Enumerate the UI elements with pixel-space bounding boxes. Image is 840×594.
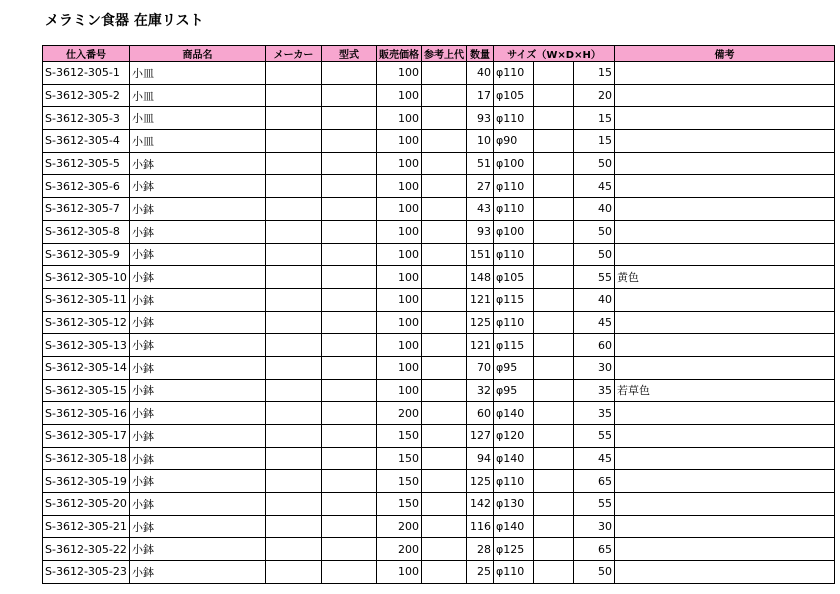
cell-size-depth[interactable]	[534, 288, 574, 311]
cell-code[interactable]: S-3612-305-6	[43, 175, 130, 198]
cell-code[interactable]: S-3612-305-4	[43, 130, 130, 153]
cell-note[interactable]	[615, 447, 835, 470]
cell-qty[interactable]: 93	[467, 107, 494, 130]
cell-note[interactable]	[615, 130, 835, 153]
cell-size-diameter[interactable]: φ130	[494, 493, 534, 516]
cell-size-height[interactable]: 65	[574, 538, 615, 561]
table-row[interactable]	[43, 334, 835, 357]
cell-ref-price[interactable]	[422, 515, 467, 538]
cell-code[interactable]: S-3612-305-14	[43, 356, 130, 379]
cell-note[interactable]	[615, 152, 835, 175]
cell-size-height[interactable]: 45	[574, 447, 615, 470]
cell-size-diameter[interactable]: φ100	[494, 152, 534, 175]
cell-price[interactable]: 150	[377, 447, 422, 470]
cell-size-depth[interactable]	[534, 493, 574, 516]
cell-size-diameter[interactable]: φ110	[494, 311, 534, 334]
cell-price[interactable]: 100	[377, 130, 422, 153]
cell-size-height[interactable]: 50	[574, 243, 615, 266]
cell-size-depth[interactable]	[534, 356, 574, 379]
table-row[interactable]	[43, 402, 835, 425]
cell-size-height[interactable]: 50	[574, 152, 615, 175]
cell-qty[interactable]: 116	[467, 515, 494, 538]
cell-ref-price[interactable]	[422, 220, 467, 243]
cell-qty[interactable]: 40	[467, 62, 494, 85]
table-row[interactable]	[43, 62, 835, 85]
cell-model[interactable]	[322, 515, 377, 538]
cell-note[interactable]	[615, 288, 835, 311]
cell-size-height[interactable]: 40	[574, 198, 615, 221]
cell-qty[interactable]: 17	[467, 84, 494, 107]
cell-ref-price[interactable]	[422, 379, 467, 402]
cell-size-depth[interactable]	[534, 198, 574, 221]
cell-ref-price[interactable]	[422, 356, 467, 379]
cell-price[interactable]: 100	[377, 107, 422, 130]
cell-price[interactable]: 100	[377, 243, 422, 266]
cell-size-diameter[interactable]: φ110	[494, 198, 534, 221]
cell-ref-price[interactable]	[422, 288, 467, 311]
cell-size-depth[interactable]	[534, 311, 574, 334]
cell-ref-price[interactable]	[422, 62, 467, 85]
cell-model[interactable]	[322, 198, 377, 221]
cell-code[interactable]: S-3612-305-7	[43, 198, 130, 221]
cell-maker[interactable]	[266, 288, 322, 311]
cell-maker[interactable]	[266, 220, 322, 243]
cell-code[interactable]: S-3612-305-15	[43, 379, 130, 402]
cell-note[interactable]	[615, 220, 835, 243]
cell-size-height[interactable]: 15	[574, 62, 615, 85]
cell-size-depth[interactable]	[534, 107, 574, 130]
col-header-code[interactable]: 仕入番号	[43, 46, 130, 62]
cell-maker[interactable]	[266, 311, 322, 334]
cell-qty[interactable]: 70	[467, 356, 494, 379]
cell-maker[interactable]	[266, 356, 322, 379]
cell-size-height[interactable]: 20	[574, 84, 615, 107]
cell-model[interactable]	[322, 107, 377, 130]
cell-qty[interactable]: 43	[467, 198, 494, 221]
cell-maker[interactable]	[266, 152, 322, 175]
cell-name[interactable]: 小鉢	[130, 198, 266, 221]
cell-qty[interactable]: 151	[467, 243, 494, 266]
cell-size-depth[interactable]	[534, 220, 574, 243]
cell-ref-price[interactable]	[422, 538, 467, 561]
cell-note[interactable]	[615, 84, 835, 107]
cell-price[interactable]: 100	[377, 311, 422, 334]
cell-name[interactable]: 小鉢	[130, 447, 266, 470]
cell-size-depth[interactable]	[534, 515, 574, 538]
cell-price[interactable]: 100	[377, 288, 422, 311]
cell-code[interactable]: S-3612-305-22	[43, 538, 130, 561]
table-row[interactable]	[43, 379, 835, 402]
cell-maker[interactable]	[266, 334, 322, 357]
cell-price[interactable]: 100	[377, 266, 422, 289]
cell-size-diameter[interactable]: φ100	[494, 220, 534, 243]
page-title: メラミン食器 在庫リスト	[45, 13, 204, 29]
cell-qty[interactable]: 94	[467, 447, 494, 470]
cell-size-depth[interactable]	[534, 470, 574, 493]
cell-size-depth[interactable]	[534, 266, 574, 289]
table-row[interactable]	[43, 493, 835, 516]
cell-name[interactable]: 小鉢	[130, 425, 266, 448]
cell-size-diameter[interactable]: φ105	[494, 266, 534, 289]
cell-code[interactable]: S-3612-305-19	[43, 470, 130, 493]
cell-model[interactable]	[322, 84, 377, 107]
cell-size-diameter[interactable]: φ115	[494, 288, 534, 311]
table-row[interactable]	[43, 538, 835, 561]
cell-model[interactable]	[322, 130, 377, 153]
cell-qty[interactable]: 127	[467, 425, 494, 448]
table-row[interactable]	[43, 175, 835, 198]
cell-size-height[interactable]: 45	[574, 311, 615, 334]
cell-maker[interactable]	[266, 379, 322, 402]
cell-qty[interactable]: 51	[467, 152, 494, 175]
table-row[interactable]	[43, 515, 835, 538]
cell-size-depth[interactable]	[534, 538, 574, 561]
cell-size-height[interactable]: 35	[574, 402, 615, 425]
cell-note[interactable]	[615, 107, 835, 130]
table-row[interactable]	[43, 447, 835, 470]
cell-size-diameter[interactable]: φ95	[494, 379, 534, 402]
cell-code[interactable]: S-3612-305-21	[43, 515, 130, 538]
cell-model[interactable]	[322, 288, 377, 311]
table-row[interactable]	[43, 198, 835, 221]
col-header-size[interactable]: サイズ（W×D×H）	[494, 46, 615, 62]
cell-note[interactable]	[615, 311, 835, 334]
cell-price[interactable]: 150	[377, 493, 422, 516]
cell-size-diameter[interactable]: φ125	[494, 538, 534, 561]
table-row[interactable]	[43, 152, 835, 175]
cell-ref-price[interactable]	[422, 198, 467, 221]
cell-maker[interactable]	[266, 198, 322, 221]
cell-code[interactable]: S-3612-305-11	[43, 288, 130, 311]
col-header-name[interactable]: 商品名	[130, 46, 266, 62]
cell-model[interactable]	[322, 447, 377, 470]
cell-price[interactable]: 100	[377, 379, 422, 402]
cell-maker[interactable]	[266, 425, 322, 448]
cell-size-depth[interactable]	[534, 334, 574, 357]
cell-ref-price[interactable]	[422, 243, 467, 266]
cell-model[interactable]	[322, 220, 377, 243]
table-body	[43, 62, 835, 584]
cell-qty[interactable]: 93	[467, 220, 494, 243]
cell-size-height[interactable]: 55	[574, 266, 615, 289]
col-header-model[interactable]: 型式	[322, 46, 377, 62]
cell-price[interactable]: 100	[377, 84, 422, 107]
cell-ref-price[interactable]	[422, 402, 467, 425]
cell-model[interactable]	[322, 311, 377, 334]
cell-qty[interactable]: 125	[467, 311, 494, 334]
cell-name[interactable]: 小鉢	[130, 175, 266, 198]
cell-maker[interactable]	[266, 62, 322, 85]
cell-size-height[interactable]: 45	[574, 175, 615, 198]
cell-size-diameter[interactable]: φ110	[494, 470, 534, 493]
cell-model[interactable]	[322, 334, 377, 357]
cell-maker[interactable]	[266, 175, 322, 198]
cell-size-diameter[interactable]: φ90	[494, 130, 534, 153]
cell-note[interactable]	[615, 515, 835, 538]
cell-maker[interactable]	[266, 243, 322, 266]
cell-price[interactable]: 100	[377, 220, 422, 243]
cell-size-depth[interactable]	[534, 152, 574, 175]
cell-size-depth[interactable]	[534, 447, 574, 470]
cell-model[interactable]	[322, 561, 377, 584]
cell-note[interactable]	[615, 470, 835, 493]
cell-note[interactable]: 黄色	[615, 266, 835, 289]
cell-name[interactable]: 小鉢	[130, 152, 266, 175]
table-row[interactable]	[43, 288, 835, 311]
cell-qty[interactable]: 32	[467, 379, 494, 402]
cell-price[interactable]: 100	[377, 198, 422, 221]
cell-note[interactable]	[615, 198, 835, 221]
cell-model[interactable]	[322, 356, 377, 379]
cell-name[interactable]: 小鉢	[130, 515, 266, 538]
cell-size-height[interactable]: 55	[574, 493, 615, 516]
cell-note[interactable]	[615, 334, 835, 357]
cell-name[interactable]: 小鉢	[130, 243, 266, 266]
cell-size-height[interactable]: 15	[574, 130, 615, 153]
cell-name[interactable]: 小鉢	[130, 561, 266, 584]
cell-ref-price[interactable]	[422, 334, 467, 357]
cell-size-diameter[interactable]: φ120	[494, 425, 534, 448]
cell-name[interactable]: 小鉢	[130, 356, 266, 379]
cell-code[interactable]: S-3612-305-17	[43, 425, 130, 448]
cell-price[interactable]: 100	[377, 175, 422, 198]
cell-model[interactable]	[322, 425, 377, 448]
cell-price[interactable]: 100	[377, 356, 422, 379]
cell-maker[interactable]	[266, 107, 322, 130]
cell-maker[interactable]	[266, 266, 322, 289]
cell-size-depth[interactable]	[534, 175, 574, 198]
cell-model[interactable]	[322, 266, 377, 289]
cell-ref-price[interactable]	[422, 84, 467, 107]
cell-qty[interactable]: 142	[467, 493, 494, 516]
cell-size-diameter[interactable]: φ95	[494, 356, 534, 379]
col-header-note[interactable]: 備考	[615, 46, 835, 62]
cell-maker[interactable]	[266, 493, 322, 516]
cell-name[interactable]: 小鉢	[130, 266, 266, 289]
cell-size-depth[interactable]	[534, 84, 574, 107]
cell-qty[interactable]: 121	[467, 334, 494, 357]
cell-maker[interactable]	[266, 470, 322, 493]
cell-code[interactable]: S-3612-305-8	[43, 220, 130, 243]
cell-price[interactable]: 100	[377, 152, 422, 175]
cell-size-diameter[interactable]: φ110	[494, 243, 534, 266]
cell-model[interactable]	[322, 402, 377, 425]
cell-code[interactable]: S-3612-305-23	[43, 561, 130, 584]
cell-ref-price[interactable]	[422, 425, 467, 448]
cell-size-diameter[interactable]: φ110	[494, 107, 534, 130]
cell-model[interactable]	[322, 152, 377, 175]
cell-model[interactable]	[322, 175, 377, 198]
table-row[interactable]	[43, 425, 835, 448]
cell-qty[interactable]: 125	[467, 470, 494, 493]
cell-qty[interactable]: 27	[467, 175, 494, 198]
cell-size-diameter[interactable]: φ105	[494, 84, 534, 107]
cell-name[interactable]: 小鉢	[130, 493, 266, 516]
cell-qty[interactable]: 10	[467, 130, 494, 153]
table-row[interactable]	[43, 130, 835, 153]
inventory-table	[42, 45, 835, 584]
cell-code[interactable]: S-3612-305-3	[43, 107, 130, 130]
cell-note[interactable]	[615, 356, 835, 379]
cell-name[interactable]: 小鉢	[130, 402, 266, 425]
cell-price[interactable]: 150	[377, 470, 422, 493]
table-header-row	[43, 46, 835, 62]
cell-note[interactable]	[615, 493, 835, 516]
cell-name[interactable]: 小皿	[130, 84, 266, 107]
cell-code[interactable]: S-3612-305-20	[43, 493, 130, 516]
cell-name[interactable]: 小鉢	[130, 538, 266, 561]
table-row[interactable]	[43, 243, 835, 266]
cell-maker[interactable]	[266, 402, 322, 425]
table-row[interactable]	[43, 266, 835, 289]
cell-code[interactable]: S-3612-305-5	[43, 152, 130, 175]
cell-code[interactable]: S-3612-305-18	[43, 447, 130, 470]
cell-model[interactable]	[322, 470, 377, 493]
cell-size-depth[interactable]	[534, 243, 574, 266]
cell-code[interactable]: S-3612-305-2	[43, 84, 130, 107]
cell-size-height[interactable]: 60	[574, 334, 615, 357]
cell-price[interactable]: 200	[377, 402, 422, 425]
table-row[interactable]	[43, 84, 835, 107]
cell-name[interactable]: 小鉢	[130, 470, 266, 493]
cell-size-diameter[interactable]: φ140	[494, 447, 534, 470]
cell-price[interactable]: 150	[377, 425, 422, 448]
cell-note[interactable]	[615, 62, 835, 85]
cell-ref-price[interactable]	[422, 561, 467, 584]
cell-code[interactable]: S-3612-305-1	[43, 62, 130, 85]
cell-price[interactable]: 100	[377, 561, 422, 584]
cell-name[interactable]: 小鉢	[130, 379, 266, 402]
cell-code[interactable]: S-3612-305-16	[43, 402, 130, 425]
cell-code[interactable]: S-3612-305-9	[43, 243, 130, 266]
cell-size-diameter[interactable]: φ140	[494, 515, 534, 538]
cell-maker[interactable]	[266, 515, 322, 538]
cell-size-height[interactable]: 65	[574, 470, 615, 493]
cell-ref-price[interactable]	[422, 266, 467, 289]
cell-name[interactable]: 小皿	[130, 130, 266, 153]
cell-ref-price[interactable]	[422, 493, 467, 516]
cell-note[interactable]	[615, 243, 835, 266]
cell-size-height[interactable]: 35	[574, 379, 615, 402]
col-header-maker[interactable]: メーカー	[266, 46, 322, 62]
cell-price[interactable]: 200	[377, 515, 422, 538]
cell-size-depth[interactable]	[534, 62, 574, 85]
cell-qty[interactable]: 60	[467, 402, 494, 425]
col-header-ref-price[interactable]: 参考上代	[422, 46, 467, 62]
cell-size-diameter[interactable]: φ110	[494, 175, 534, 198]
cell-name[interactable]: 小鉢	[130, 288, 266, 311]
cell-size-depth[interactable]	[534, 379, 574, 402]
cell-model[interactable]	[322, 62, 377, 85]
cell-note[interactable]: 若草色	[615, 379, 835, 402]
cell-size-diameter[interactable]: φ115	[494, 334, 534, 357]
cell-ref-price[interactable]	[422, 311, 467, 334]
cell-name[interactable]: 小鉢	[130, 311, 266, 334]
cell-note[interactable]	[615, 561, 835, 584]
cell-ref-price[interactable]	[422, 175, 467, 198]
cell-name[interactable]: 小鉢	[130, 220, 266, 243]
cell-maker[interactable]	[266, 130, 322, 153]
cell-price[interactable]: 100	[377, 334, 422, 357]
cell-size-height[interactable]: 30	[574, 515, 615, 538]
cell-ref-price[interactable]	[422, 470, 467, 493]
cell-code[interactable]: S-3612-305-12	[43, 311, 130, 334]
cell-note[interactable]	[615, 175, 835, 198]
cell-ref-price[interactable]	[422, 130, 467, 153]
table-row[interactable]	[43, 470, 835, 493]
cell-maker[interactable]	[266, 447, 322, 470]
cell-price[interactable]: 100	[377, 62, 422, 85]
cell-size-height[interactable]: 50	[574, 220, 615, 243]
cell-code[interactable]: S-3612-305-13	[43, 334, 130, 357]
cell-model[interactable]	[322, 493, 377, 516]
table-row[interactable]	[43, 107, 835, 130]
cell-ref-price[interactable]	[422, 107, 467, 130]
cell-qty[interactable]: 148	[467, 266, 494, 289]
cell-ref-price[interactable]	[422, 152, 467, 175]
cell-code[interactable]: S-3612-305-10	[43, 266, 130, 289]
cell-name[interactable]: 小皿	[130, 107, 266, 130]
cell-ref-price[interactable]	[422, 447, 467, 470]
cell-model[interactable]	[322, 243, 377, 266]
cell-maker[interactable]	[266, 561, 322, 584]
cell-size-depth[interactable]	[534, 402, 574, 425]
table-row[interactable]	[43, 220, 835, 243]
cell-model[interactable]	[322, 538, 377, 561]
table-row[interactable]	[43, 356, 835, 379]
cell-note[interactable]	[615, 402, 835, 425]
cell-maker[interactable]	[266, 538, 322, 561]
col-header-price[interactable]: 販売価格	[377, 46, 422, 62]
table-row[interactable]	[43, 561, 835, 584]
cell-size-diameter[interactable]: φ110	[494, 561, 534, 584]
cell-size-height[interactable]: 15	[574, 107, 615, 130]
cell-maker[interactable]	[266, 84, 322, 107]
cell-size-diameter[interactable]: φ140	[494, 402, 534, 425]
cell-size-diameter[interactable]: φ110	[494, 62, 534, 85]
cell-size-depth[interactable]	[534, 561, 574, 584]
cell-name[interactable]: 小鉢	[130, 334, 266, 357]
cell-qty[interactable]: 121	[467, 288, 494, 311]
cell-size-depth[interactable]	[534, 425, 574, 448]
table-row[interactable]	[43, 311, 835, 334]
cell-size-height[interactable]: 55	[574, 425, 615, 448]
cell-size-height[interactable]: 50	[574, 561, 615, 584]
cell-size-depth[interactable]	[534, 130, 574, 153]
cell-note[interactable]	[615, 425, 835, 448]
cell-name[interactable]: 小皿	[130, 62, 266, 85]
cell-size-height[interactable]: 30	[574, 356, 615, 379]
cell-size-height[interactable]: 40	[574, 288, 615, 311]
cell-qty[interactable]: 25	[467, 561, 494, 584]
cell-note[interactable]	[615, 538, 835, 561]
cell-price[interactable]: 200	[377, 538, 422, 561]
cell-model[interactable]	[322, 379, 377, 402]
col-header-qty[interactable]: 数量	[467, 46, 494, 62]
cell-qty[interactable]: 28	[467, 538, 494, 561]
